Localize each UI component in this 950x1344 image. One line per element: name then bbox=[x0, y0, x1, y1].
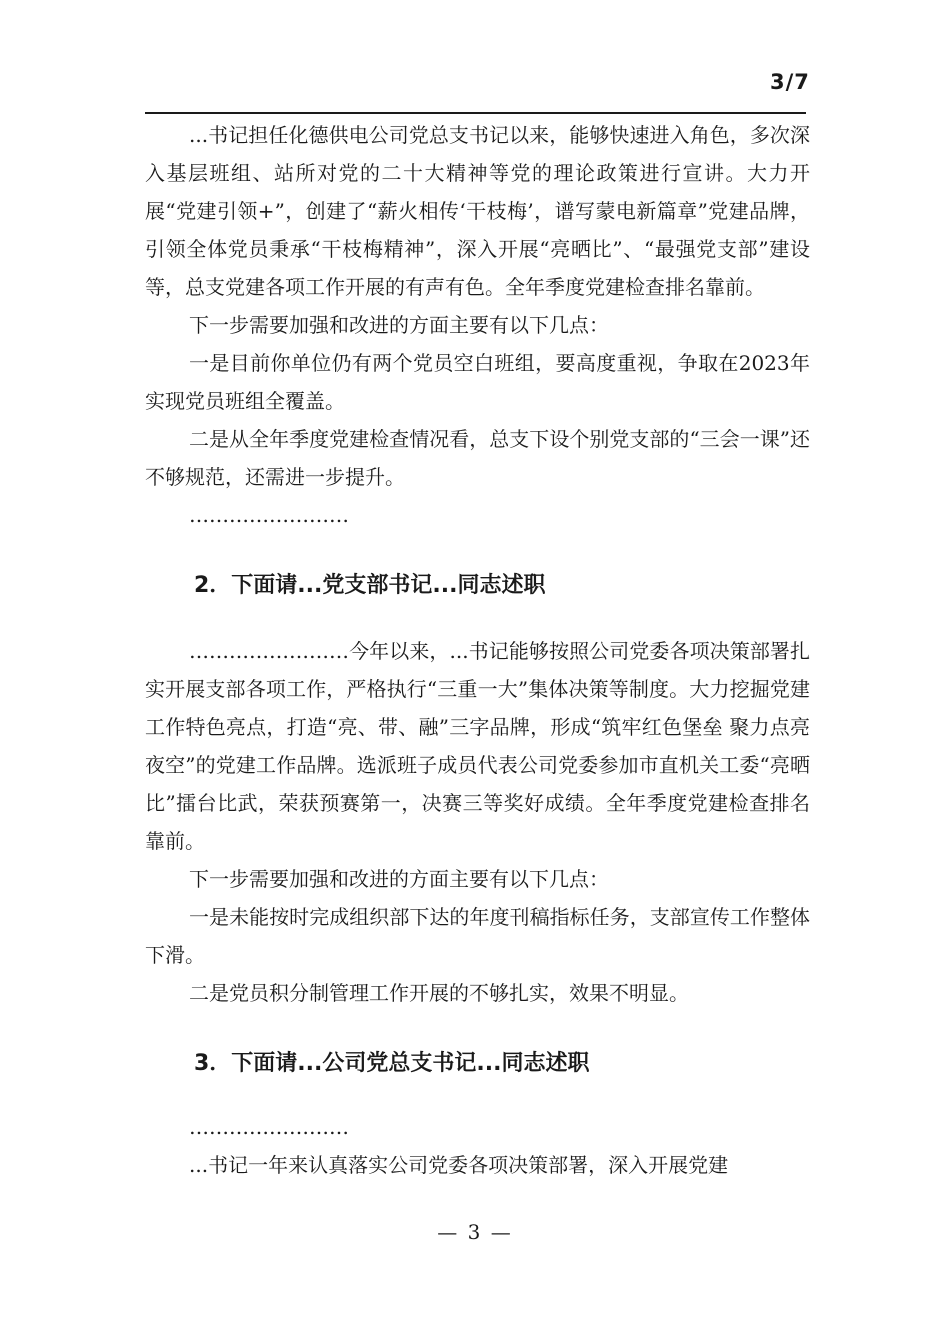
paragraph: 二是党员积分制管理工作开展的不够扎实，效果不明显。 bbox=[189, 981, 689, 1005]
section-heading: 3．下面请...公司党总支书记...同志述职 bbox=[194, 1051, 590, 1076]
paragraph: 下一步需要加强和改进的方面主要有以下几点： bbox=[189, 313, 609, 337]
page-footer: — 3 — bbox=[437, 1220, 513, 1244]
paragraph: 一是目前你单位仍有两个党员空白班组，要高度重视，争取在2023年实现党员班组全覆盖。 bbox=[145, 351, 810, 413]
paragraph: ...书记一年来认真落实公司党委各项决策部署，深入开展党建 bbox=[189, 1153, 729, 1177]
paragraph: 下一步需要加强和改进的方面主要有以下几点： bbox=[189, 867, 609, 891]
paragraph: ...书记担任化德供电公司党总支书记以来，能够快速进入角色，多次深入基层班组、站所对党的二十大精神等党的理论政策进行宣讲。大力开展“党建引领+”，创建了“薪火相传‘干枝梅’，谱写蒙电新篇章”党建品牌，引领全体党员秉承“干枝梅精神”，深入开展“亮晒比”、“最强党支部”建设等，总支党建各项工作开展的有声有色。全年季度党建检查排名靠前。 bbox=[145, 123, 810, 299]
ellipsis-line: …………………… bbox=[189, 1115, 349, 1139]
header-rule bbox=[145, 112, 806, 114]
paragraph: ……………………今年以来，...书记能够按照公司党委各项决策部署扎实开展支部各项工作，严格执行“三重一大”集体决策等制度。大力挖掘党建工作特色亮点，打造“亮、带、融”三字品牌，形成“筑牢红色堡垒 聚力点亮夜空”的党建工作品牌。选派班子成员代表公司党委参加市直机关工委“亮晒比”擂台比武，荣获预赛第一，决赛三等奖好成绩。全年季度党建检查排名靠前。 bbox=[145, 639, 810, 853]
paragraph: 二是从全年季度党建检查情况看，总支下设个别党支部的“三会一课”还不够规范，还需进一步提升。 bbox=[145, 427, 810, 489]
page-number: 3/7 bbox=[770, 70, 810, 94]
section-heading: 2．下面请...党支部书记...同志述职 bbox=[194, 573, 546, 598]
ellipsis-line: …………………… bbox=[189, 503, 349, 527]
document-body bbox=[145, 116, 810, 1184]
paragraph: 一是未能按时完成组织部下达的年度刊稿指标任务，支部宣传工作整体下滑。 bbox=[145, 905, 810, 967]
